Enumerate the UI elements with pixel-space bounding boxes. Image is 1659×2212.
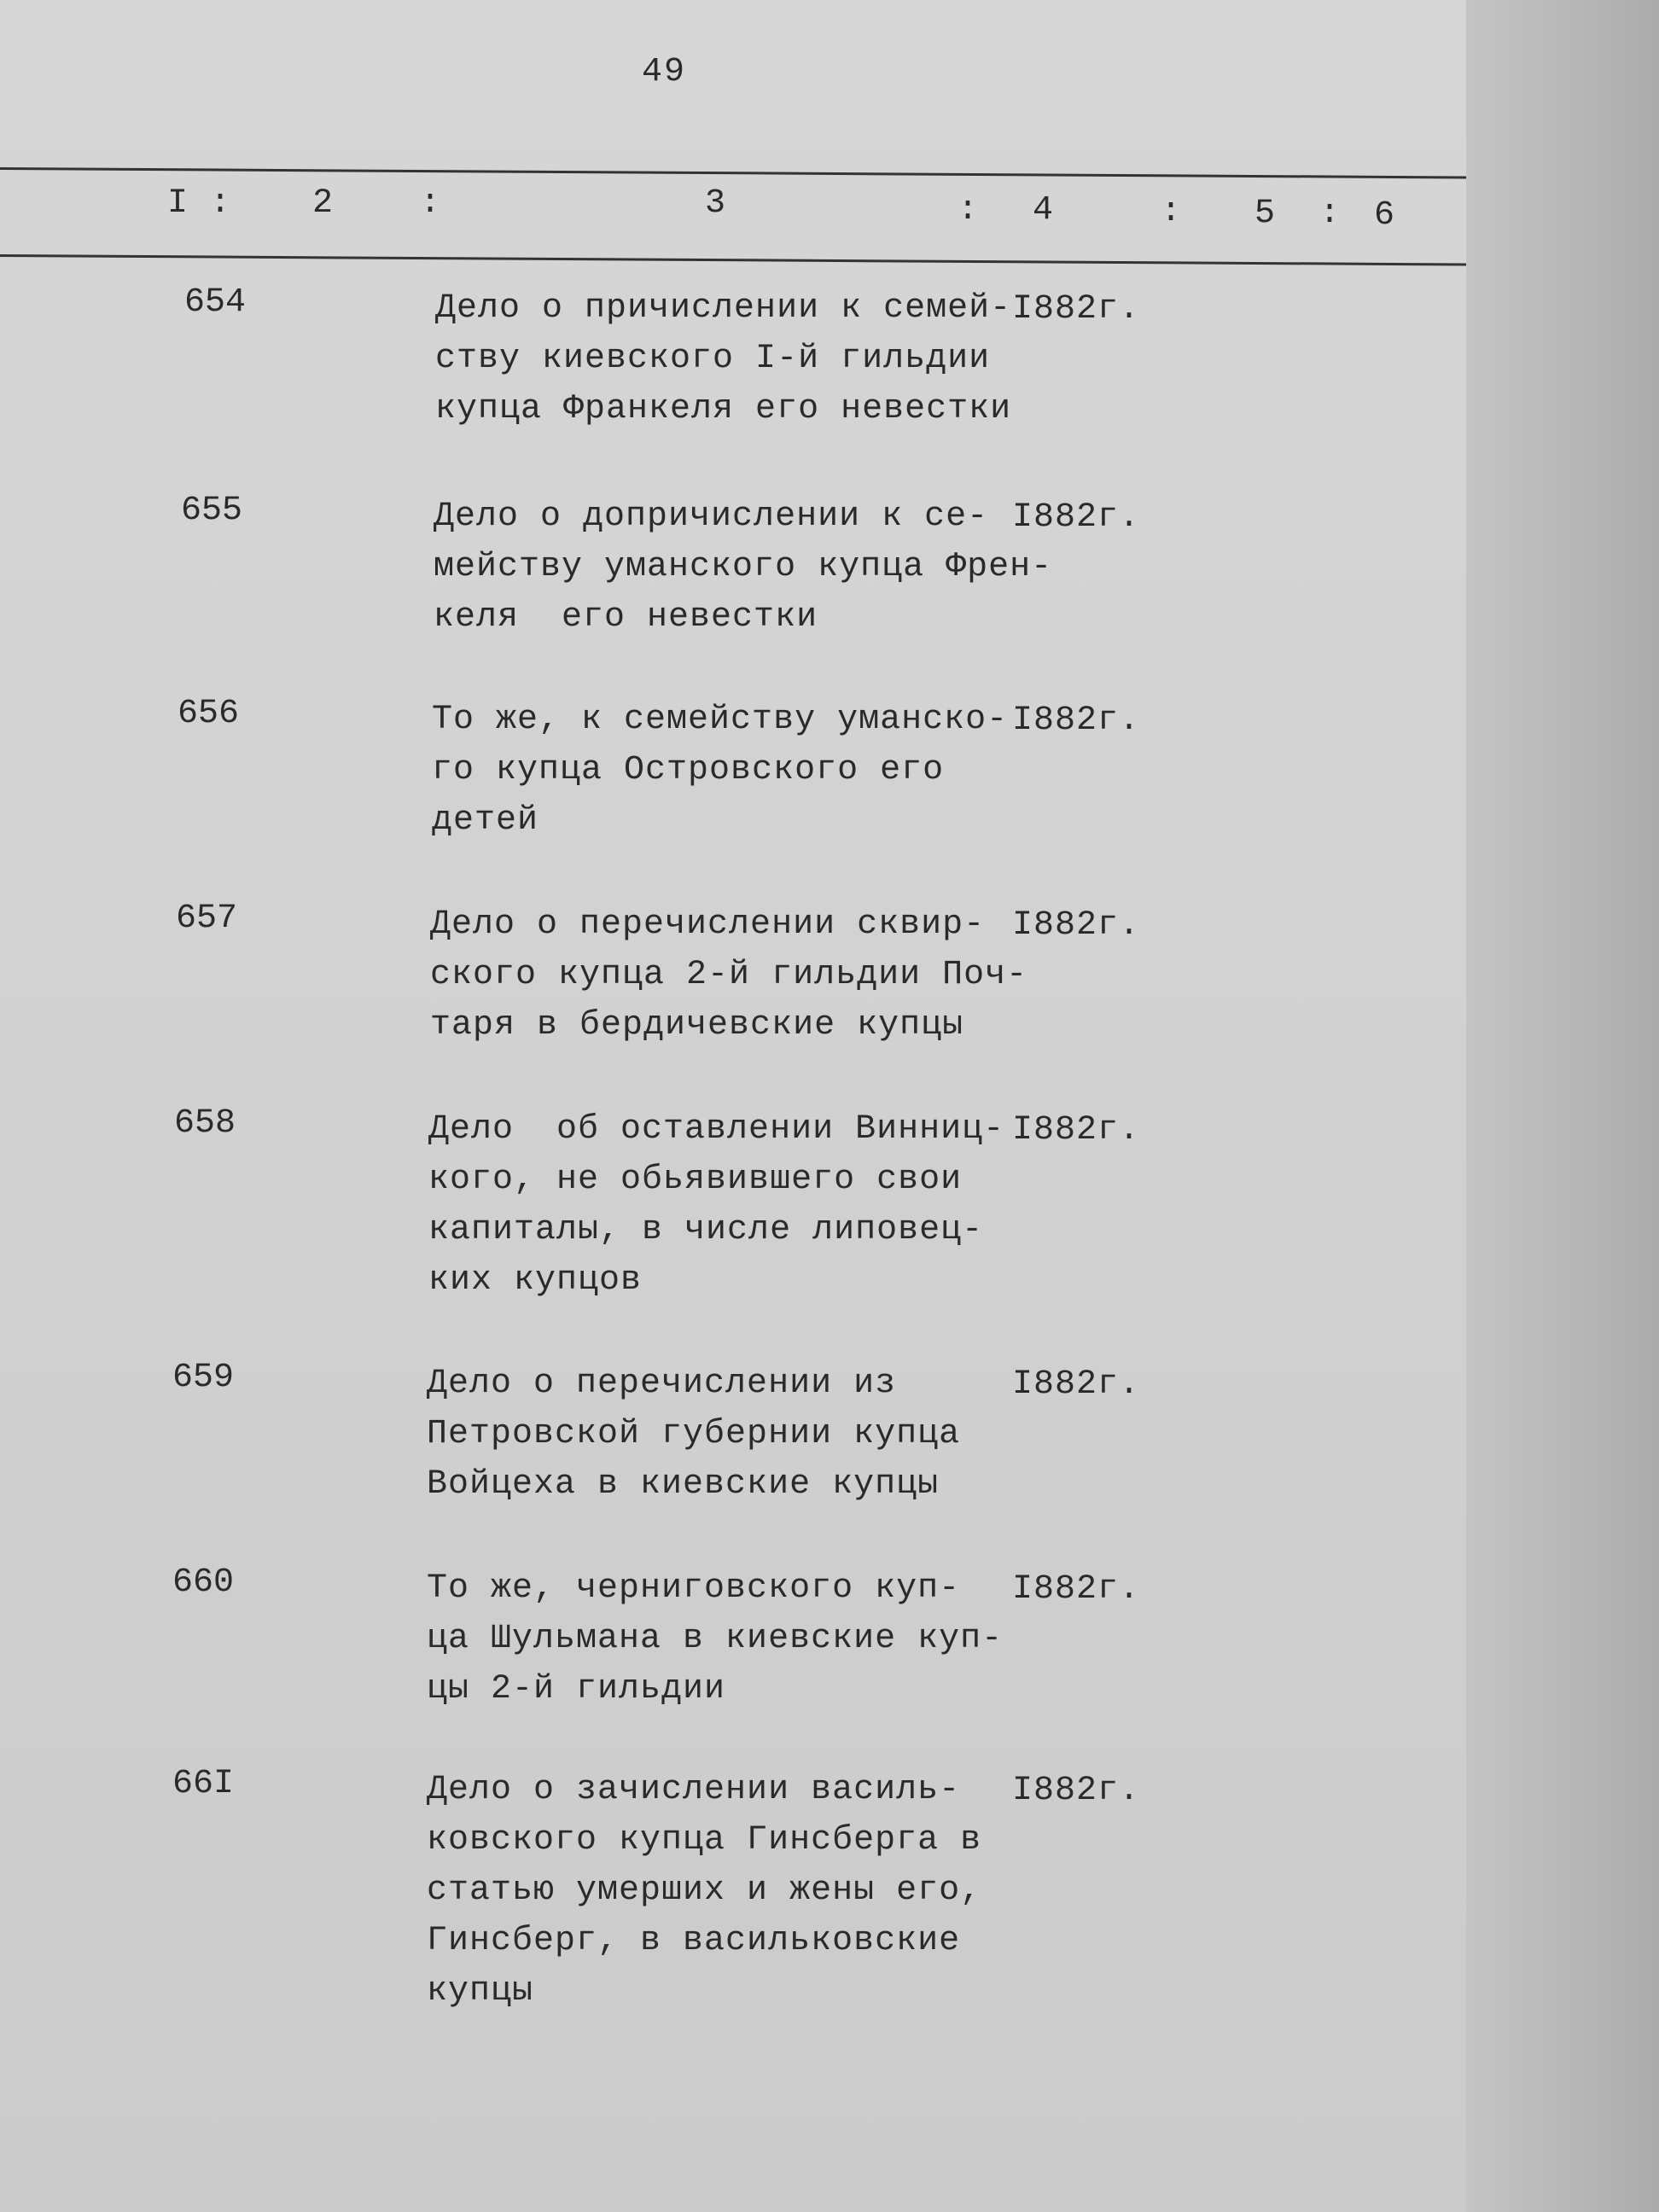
col-header-5: 5 [1254,195,1276,233]
entry-number: 659 [172,1359,235,1397]
entry-number: 657 [176,899,238,938]
entry-year: I882г. [1012,290,1141,329]
header-bottom-rule [0,254,1466,265]
entry-title: Дело о перечислении сквир- ского купца 2-й гильдии Поч- таря в бердичевские купцы [430,905,1028,1045]
entry-title: Дело о причислении к семей- ству киевского I-й гильдии купца Франкеля его невестки [435,289,1012,428]
entry-number: 654 [184,283,247,322]
entry-title: Дело об оставлении Винниц- кого, не обьявившего свои капиталы, в числе липовец- ких купцов [428,1110,1005,1300]
entry-number: 658 [174,1104,236,1143]
entry-year: I882г. [1012,1570,1141,1609]
col-header-4: 4 [1033,191,1054,230]
col-header-sep-4: : [1161,193,1182,231]
entry-year: I882г. [1012,1772,1141,1810]
col-header-sep-5: : [1319,195,1341,233]
col-header-sep-2: : [420,184,441,223]
entry-title: То же, к семейству уманско- го купца Островского его детей [432,701,1009,840]
entry-year: I882г. [1012,498,1141,537]
entry-title: То же, черниговского куп- ца Шульмана в киевские куп- цы 2-й гильдии [427,1569,1004,1708]
entry-year: I882г. [1012,906,1141,945]
col-header-3: 3 [705,184,726,223]
col-header-sep-1: : [210,184,231,223]
entry-number: 66I [172,1765,235,1803]
entry-year: I882г. [1012,701,1141,740]
entry-title: Дело о перечислении из Петровской губернии купца Войцеха в киевские купцы [427,1365,961,1504]
entry-number: 655 [181,492,243,530]
entry-title: Дело о зачислении василь- ковского купца Гинсберга в статью умерших и жены его, Гинсберг, в васильковские купцы [427,1771,982,2011]
col-header-1: I [167,184,189,223]
page-number: 49 [642,53,687,91]
col-header-sep-3: : [958,191,979,230]
entry-year: I882г. [1012,1111,1141,1150]
col-header-6: 6 [1374,196,1395,235]
entry-number: 660 [172,1563,235,1602]
adjacent-page-edge [1466,0,1659,2212]
entry-title: Дело о допричислении к се- мейству уманского купца Френ- келя его невестки [434,498,1053,637]
column-header-row [0,184,1466,236]
entry-number: 656 [178,695,240,733]
header-top-rule [0,167,1466,178]
col-header-2: 2 [312,184,334,223]
entry-year: I882г. [1012,1365,1141,1404]
